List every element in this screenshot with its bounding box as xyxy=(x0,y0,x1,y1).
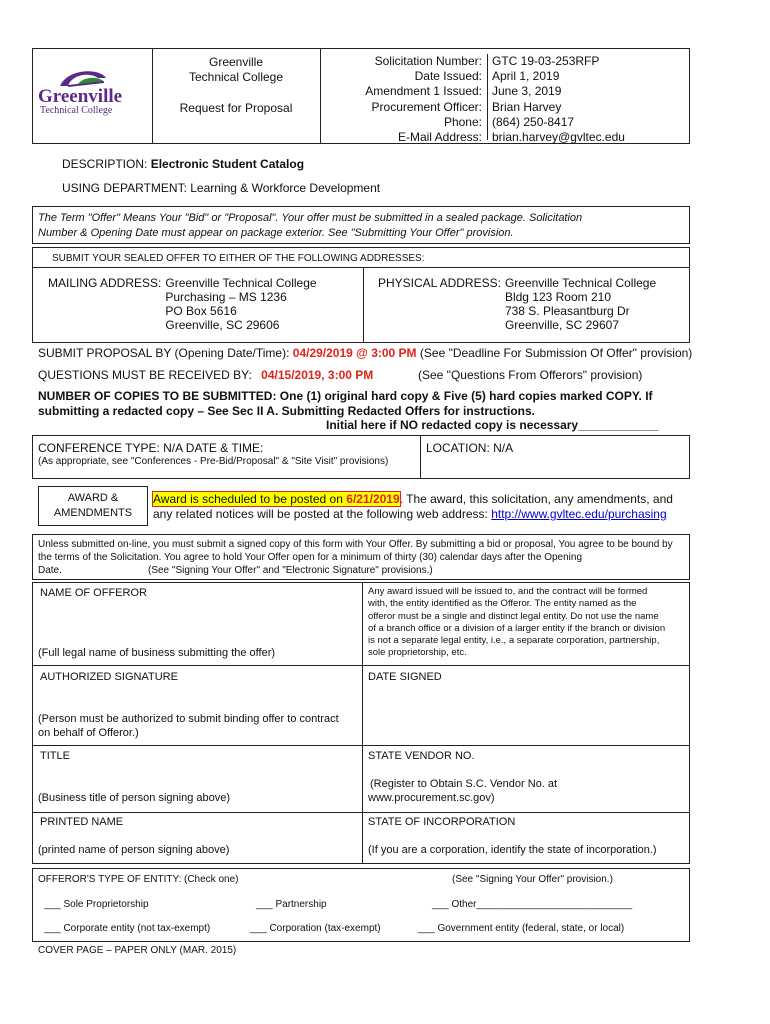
printed-name-label: PRINTED NAME xyxy=(40,816,124,828)
physical-address xyxy=(378,276,656,332)
award-date: 6/21/2019 xyxy=(346,492,400,506)
offeror-name-field[interactable] xyxy=(36,602,358,642)
offeror-name-note: (Full legal name of business submitting the offer) xyxy=(38,647,276,659)
entity-option-partnership[interactable]: ___ Partnership xyxy=(256,899,327,910)
field-value: (864) 250-8417 xyxy=(492,114,575,129)
questions-value: 04/15/2019, 3:00 PM xyxy=(261,368,374,382)
printed-name-field[interactable] xyxy=(36,830,358,842)
field-value: brian.harvey@gvltec.edu xyxy=(492,130,625,145)
entity-note: (See "Signing Your Offer" provision.) xyxy=(452,874,613,885)
physical-line: 738 S. Pleasantburg Dr xyxy=(504,304,630,318)
field-label: Phone: xyxy=(443,114,482,129)
agreement-line1: Unless submitted on-line, you must submit a signed copy of this form with Your Offer. By submitting a bid or proposal, You agree to be bound by xyxy=(38,539,673,550)
college-name-line1: Greenville xyxy=(208,55,264,69)
award-note-line: of a branch office or a division of a larger entity if the branch or division xyxy=(368,622,666,634)
date-signed-field[interactable] xyxy=(366,686,686,740)
copies-line2: submitting a redacted copy – See Sec II A. Submitting Redacted Offers for instructions. xyxy=(38,404,535,418)
physical-label: PHYSICAL ADDRESS: xyxy=(378,276,501,290)
document-type: Request for Proposal xyxy=(179,101,293,115)
field-value: April 1, 2019 xyxy=(492,69,560,84)
award-label-line2: AMENDMENTS xyxy=(53,507,133,519)
submit-by-label: SUBMIT PROPOSAL BY (Opening Date/Time): xyxy=(38,346,290,360)
description-label: DESCRIPTION: xyxy=(62,157,148,171)
field-value: Brian Harvey xyxy=(492,99,562,114)
award-entity-note xyxy=(368,586,665,660)
conference-type: CONFERENCE TYPE: N/A DATE & TIME: xyxy=(38,441,264,455)
award-rest2: any related notices will be posted at the following web address: xyxy=(153,507,488,521)
field-label: Amendment 1 Issued: xyxy=(365,84,482,99)
agreement-line3b: (See "Signing Your Offer" and "Electronic Signature" provisions.) xyxy=(148,565,433,576)
description xyxy=(62,157,304,171)
vendor-note-line1: (Register to Obtain S.C. Vendor No. at xyxy=(370,778,558,790)
award-highlight-text: Award is scheduled to be posted on xyxy=(153,492,343,506)
entity-option-tax-exempt[interactable]: ___ Corporation (tax-exempt) xyxy=(250,923,381,934)
offer-term-line1: The Term "Offer" Means Your "Bid" or "Proposal". Your offer must be submitted in a sealed package. Solicitation xyxy=(38,212,583,224)
entity-check: (Check one) xyxy=(184,874,239,885)
field-value: June 3, 2019 xyxy=(492,84,562,99)
signature-label: AUTHORIZED SIGNATURE xyxy=(40,671,178,683)
title-label: TITLE xyxy=(40,750,70,762)
sealed-offer-heading: SUBMIT YOUR SEALED OFFER TO EITHER OF THE FOLLOWING ADDRESSES: xyxy=(52,253,425,264)
entity-option-corporate[interactable]: ___ Corporate entity (not tax-exempt) xyxy=(44,923,211,934)
signature-note-line1: (Person must be authorized to submit binding offer to contract xyxy=(38,713,339,725)
entity-option-government[interactable]: ___ Government entity (federal, state, or local) xyxy=(418,923,625,934)
mailing-line: Greenville Technical College xyxy=(165,276,317,290)
questions-note: (See "Questions From Offerors" provision) xyxy=(418,368,643,382)
field-value: GTC 19-03-253RFP xyxy=(492,54,600,68)
award-highlight xyxy=(153,492,400,506)
footer-text: COVER PAGE – PAPER ONLY (MAR. 2015) xyxy=(38,945,237,956)
questions-label: QUESTIONS MUST BE RECEIVED BY: xyxy=(38,368,252,382)
mailing-address xyxy=(48,276,317,332)
physical-line: Greenville, SC 29607 xyxy=(504,318,620,332)
entity-label: OFFEROR'S TYPE OF ENTITY: xyxy=(38,874,182,885)
field-label: Procurement Officer: xyxy=(371,99,482,114)
logo-word: Greenville xyxy=(38,86,123,107)
award-url-link[interactable]: http://www.gvltec.edu/purchasing xyxy=(491,507,667,521)
signature-note-line2: on behalf of Offeror.) xyxy=(38,727,139,739)
award-text-line2 xyxy=(153,507,667,521)
field-label: E-Mail Address: xyxy=(397,130,482,145)
mailing-line: Purchasing – MS 1236 xyxy=(165,290,287,304)
mailing-line: PO Box 5616 xyxy=(165,304,237,318)
college-logo xyxy=(38,62,148,118)
physical-line: Bldg 123 Room 210 xyxy=(504,290,612,304)
agreement-line2: the terms of the Solicitation. You agree to hold Your Offer open for a minimum of thirty (30) calendar days after the Opening xyxy=(38,552,583,563)
conference-note: (As appropriate, see "Conferences - Pre-Bid/Proposal" & "Site Visit" provisions) xyxy=(38,456,389,467)
signature-field[interactable] xyxy=(36,686,358,710)
vendor-label: STATE VENDOR NO. xyxy=(368,750,475,762)
award-note-line: with, the entity identified as the Offeror. The entity named as the xyxy=(368,598,637,610)
submit-by xyxy=(38,346,692,360)
physical-line: Greenville Technical College xyxy=(504,276,657,290)
award-text-line1 xyxy=(153,492,673,506)
mailing-line: Greenville, SC 29606 xyxy=(165,318,280,332)
field-label: Solicitation Number: xyxy=(374,54,482,68)
award-rest: . The award, this solicitation, any amendments, and xyxy=(399,492,673,506)
offer-term-line2: Number & Opening Date must appear on package exterior. See "Submitting Your Offer" provision. xyxy=(38,227,514,239)
copies-line1: NUMBER OF COPIES TO BE SUBMITTED: One (1) original hard copy & Five (5) hard copies marked COPY. If xyxy=(38,389,653,403)
award-note-line: sole proprietorship, etc. xyxy=(368,647,467,659)
submit-by-note: (See "Deadline For Submission Of Offer" provision) xyxy=(419,346,693,360)
college-name-line2: Technical College xyxy=(188,70,284,84)
award-label-line1: AWARD & xyxy=(67,492,119,504)
award-note-line: offeror must be a single and distinct legal entity. Do not use the name xyxy=(368,610,659,622)
offeror-name-label: NAME OF OFFEROR xyxy=(40,587,147,599)
date-signed-label: DATE SIGNED xyxy=(368,671,442,683)
description-value: Electronic Student Catalog xyxy=(150,157,305,171)
questions-deadline xyxy=(38,368,373,382)
title-field[interactable] xyxy=(36,765,358,787)
incorporation-note: (If you are a corporation, identify the state of incorporation.) xyxy=(368,844,657,856)
printed-name-note: (printed name of person signing above) xyxy=(38,844,230,856)
vendor-note-line2: www.procurement.sc.gov) xyxy=(368,792,495,804)
solicitation-fields xyxy=(322,54,682,145)
using-department: USING DEPARTMENT: Learning & Workforce Development xyxy=(62,181,381,195)
conference-location: LOCATION: N/A xyxy=(426,441,514,455)
award-note-line: is not a separate legal entity, i.e., a separate corporation, partnership, xyxy=(368,635,660,647)
mailing-label: MAILING ADDRESS: xyxy=(48,276,162,290)
entity-option-other[interactable]: ___ Other____________________________ xyxy=(432,899,633,910)
logo-subtitle: Technical College xyxy=(40,105,113,116)
incorporation-label: STATE OF INCORPORATION xyxy=(368,816,516,828)
copies-line3: Initial here if NO redacted copy is necessary____________ xyxy=(326,418,659,432)
title-note: (Business title of person signing above) xyxy=(38,792,230,804)
submit-by-value: 04/29/2019 @ 3:00 PM xyxy=(292,346,417,360)
award-note-line: Any award issued will be issued to, and the contract will be formed xyxy=(368,586,648,597)
entity-option-sole[interactable]: ___ Sole Proprietorship xyxy=(44,899,149,910)
agreement-line3a: Date. xyxy=(38,565,62,576)
field-label: Date Issued: xyxy=(414,69,482,84)
